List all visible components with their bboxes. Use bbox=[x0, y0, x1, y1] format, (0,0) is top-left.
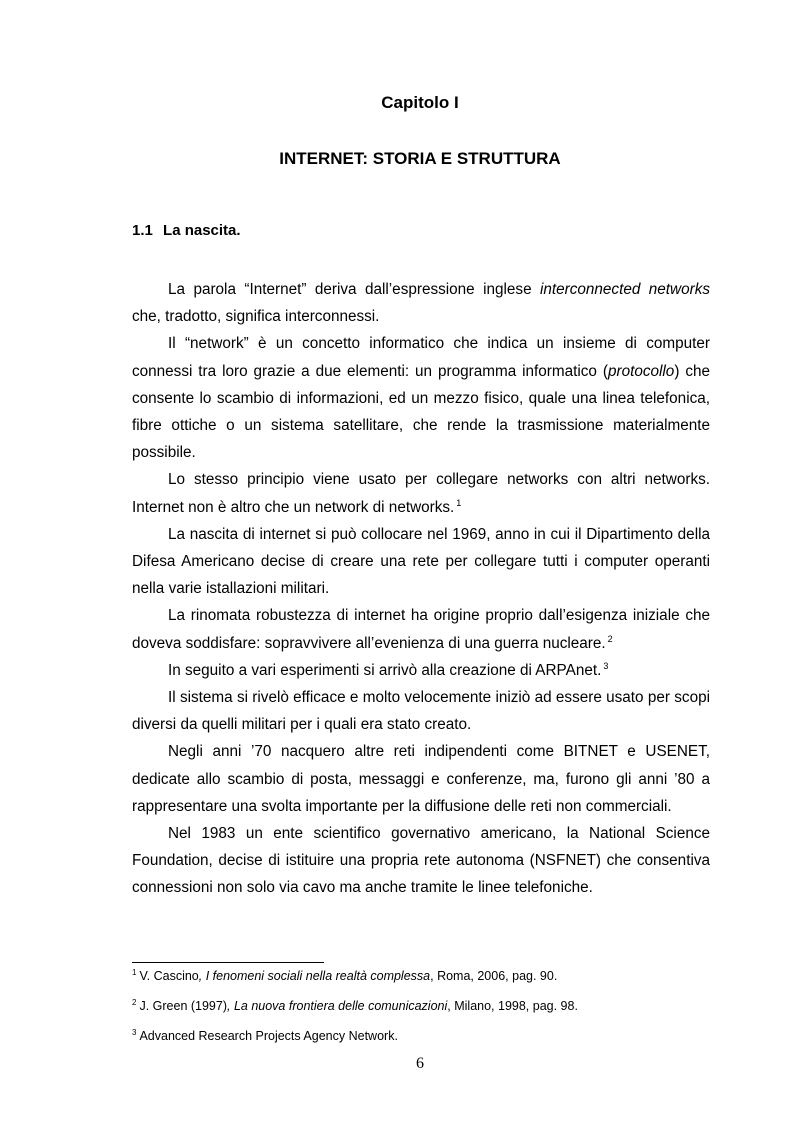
paragraph-text: Lo stesso principio viene usato per collegare networks con altri networks. Internet non è altro che un network di networks. bbox=[132, 471, 710, 516]
footnote-number: 2 bbox=[132, 998, 137, 1007]
footnote bbox=[132, 968, 732, 985]
paragraph: Il sistema si rivelò efficace e molto velocemente iniziò ad essere usato per scopi diversi da quelli militari per i quali era stato creato. bbox=[132, 689, 710, 734]
paragraph-italic-text: interconnected networks bbox=[540, 281, 710, 298]
paragraph-text: Il “network” è un concetto informatico che indica un insieme di computer connessi tra loro grazie a due elementi: un programma informatico ( bbox=[132, 335, 710, 380]
paragraph-italic-text: protocollo bbox=[607, 362, 675, 380]
footnote-number: 3 bbox=[132, 1028, 137, 1037]
paragraph-text: che, tradotto, significa interconnessi. bbox=[132, 308, 380, 326]
footnote-reference[interactable]: 3 bbox=[603, 660, 609, 671]
paragraph bbox=[132, 276, 710, 330]
chapter-title: INTERNET: STORIA E STRUTTURA bbox=[279, 149, 561, 168]
paragraph: Nel 1983 un ente scientifico governativo americano, la National Science Foundation, decise di istituire una propria rete autonoma (NSFNET) che consentiva connessioni non solo via cavo ma anche tramite le linee telefoniche. bbox=[132, 825, 710, 897]
paragraph: Negli anni ’70 nacquero altre reti indipendenti come BITNET e USENET, dedicate allo scambio di posta, messaggi e conferenze, ma, furono gli anni ’80 a rappresentare una svolta importante per la diffusione delle reti non commerciali. bbox=[132, 743, 710, 815]
footnote-text: , Roma, 2006, pag. 90. bbox=[430, 969, 558, 983]
footnote-reference[interactable]: 1 bbox=[456, 497, 462, 508]
paragraph-text: La rinomata robustezza di internet ha origine proprio dall’esigenza iniziale che doveva soddisfare: sopravvivere all’evenienza di una guerra nucleare. bbox=[132, 607, 710, 652]
paragraph-text: In seguito a vari esperimenti si arrivò alla creazione di ARPAnet. bbox=[168, 661, 602, 679]
footnote-text: V. Cascino bbox=[139, 969, 199, 983]
paragraph bbox=[132, 466, 710, 520]
paragraph bbox=[132, 657, 710, 684]
footnote-italic-text: , I fenomeni sociali nella realtà complessa bbox=[198, 969, 431, 983]
paragraph-text: ) che consente lo scambio di informazioni, ed un mezzo fisico, quale una linea telefonica, fibre ottiche o un sistema satellitare, che rende la trasmissione materialmente possibile. bbox=[132, 362, 711, 462]
footnote bbox=[132, 998, 732, 1015]
footnote bbox=[132, 1028, 732, 1045]
paragraph: La nascita di internet si può collocare nel 1969, anno in cui il Dipartimento della Difesa Americano decise di creare una rete per collegare tutti i computer operanti nella varie istallazioni militari. bbox=[132, 525, 710, 598]
chapter-heading: Capitolo I bbox=[381, 93, 459, 112]
footnote-reference[interactable]: 2 bbox=[607, 633, 613, 644]
footnote-italic-text: , La nuova frontiera delle comunicazioni bbox=[227, 999, 448, 1013]
footnote-number: 1 bbox=[132, 968, 137, 977]
footnote-divider bbox=[132, 962, 324, 963]
footnote-text: J. Green (1997) bbox=[139, 999, 227, 1013]
paragraph bbox=[132, 330, 710, 466]
footnote-text: , Milano, 1998, pag. 98. bbox=[447, 999, 578, 1013]
page-number: 6 bbox=[416, 1055, 424, 1072]
footnote-text: Advanced Research Projects Agency Network. bbox=[139, 1029, 398, 1043]
section-number: 1.1 bbox=[132, 222, 153, 239]
paragraph bbox=[132, 602, 710, 656]
body-text bbox=[132, 276, 710, 902]
footnotes bbox=[132, 968, 732, 1058]
section-heading bbox=[132, 222, 241, 239]
paragraph-text: La parola “Internet” deriva dall’espressione inglese bbox=[168, 281, 540, 298]
section-title: La nascita. bbox=[163, 222, 241, 239]
